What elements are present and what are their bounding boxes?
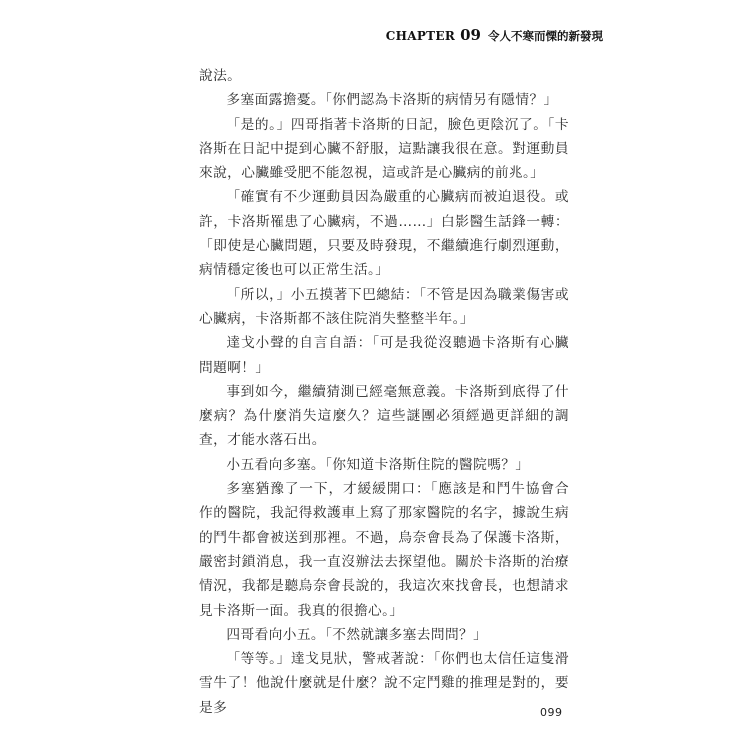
page-body-text	[199, 64, 569, 720]
paragraph: 四哥看向小五。「不然就讓多塞去問問？」	[226, 626, 488, 643]
page-number: 099	[540, 706, 563, 719]
chapter-number: 09	[460, 26, 481, 44]
paragraph: 「等等。」達戈見狀，警戒著說：「你們也太信任這隻滑雪牛了！他說什麼就是什麼？說不定鬥雞的推理是對的，要是多	[199, 651, 569, 716]
paragraph: 事到如今，繼續猜測已經毫無意義。卡洛斯到底得了什麼病？為什麼消失這麼久？這些謎團必須經過更詳細的調查，才能水落石出。	[199, 383, 569, 449]
paragraph: 「確實有不少運動員因為嚴重的心臟病而被迫退役。或許，卡洛斯罹患了心臟病，不過……」白影醫生話鋒一轉：「即使是心臟問題，只要及時發現，不繼續進行劇烈運動，病情穩定後也可以正常生活。」	[199, 189, 569, 279]
paragraph: 多塞面露擔憂。「你們認為卡洛斯的病情另有隱情？」	[226, 92, 558, 109]
paragraph: 多塞猶豫了一下，才緩緩開口：「應該是和鬥牛協會合作的醫院，我記得救護車上寫了那家醫院的名字，據說生病的鬥牛都會被送到那裡。不過，烏奈會長為了保護卡洛斯，嚴密封鎖消息，我一直沒辦法去探望他。關於卡洛斯的治療情況，我都是聽烏奈會長說的，我這次來找會長，也想請求見卡洛斯一面。我真的很擔心。」	[199, 481, 569, 619]
paragraph: 「是的。」四哥指著卡洛斯的日記，臉色更陰沉了。「卡洛斯在日記中提到心臟不舒服，這點讓我很在意。對運動員來說，心臟雖受肥不能忽視，這或許是心臟病的前兆。」	[199, 116, 569, 182]
paragraph: 說法。	[199, 68, 242, 84]
chapter-label: CHAPTER	[385, 29, 456, 43]
chapter-title: 令人不寒而慄的新發現	[488, 29, 603, 43]
running-header	[386, 26, 603, 44]
paragraph: 「所以，」小五摸著下巴總結：「不管是因為職業傷害或心臟病，卡洛斯都不該住院消失整整半年。」	[199, 286, 569, 327]
paragraph: 達戈小聲的自言自語：「可是我從沒聽過卡洛斯有心臟問題啊！」	[199, 335, 569, 376]
paragraph: 小五看向多塞。「你知道卡洛斯住院的醫院嗎？」	[226, 456, 530, 473]
